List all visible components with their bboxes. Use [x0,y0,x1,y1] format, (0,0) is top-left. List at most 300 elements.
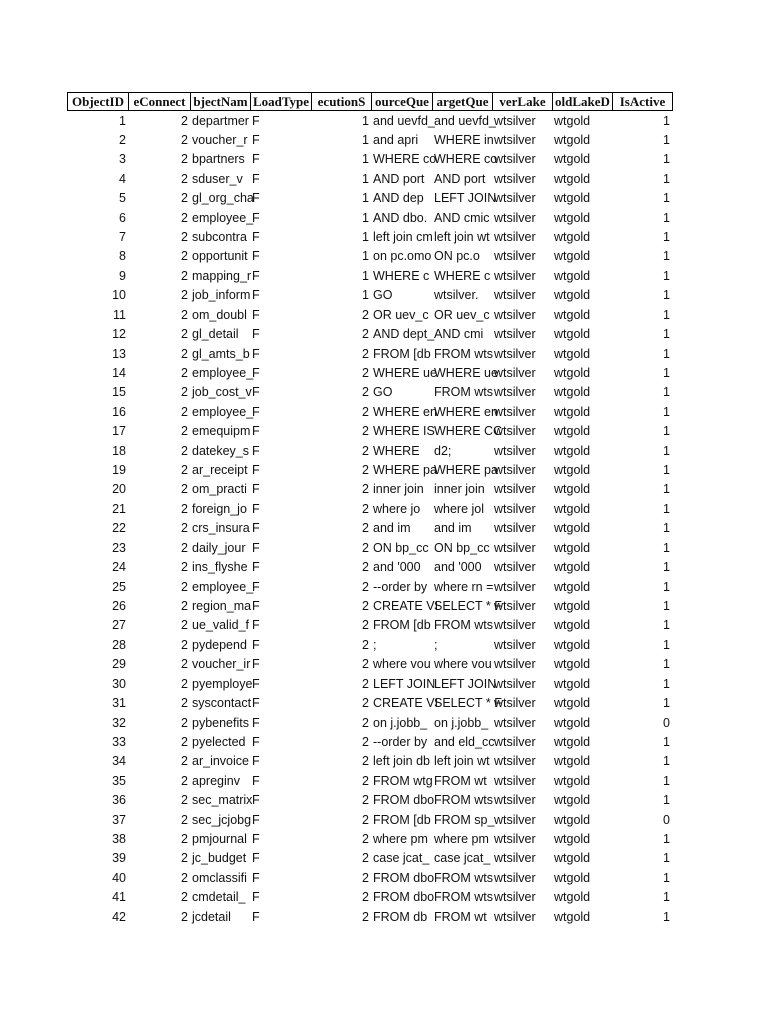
cell-connection-id: 2 [181,113,188,128]
cell-load-type: F [252,696,260,711]
cell-is-active: 1 [663,443,670,458]
cell-object-name: emequipm [192,424,251,439]
table-row [67,325,672,344]
cell-silver-lake: wtsilver [494,191,536,206]
cell-object-name: om_doubl [192,307,247,322]
cell-load-type: F [252,909,260,924]
cell-is-active: 1 [663,676,670,691]
cell-gold-lake: wtgold [554,288,591,303]
cell-load-type: F [252,424,260,439]
cell-gold-lake: wtgold [554,327,591,342]
cell-load-type: F [252,870,260,885]
cell-load-type: F [252,346,260,361]
cell-execution-seq: 2 [362,870,369,885]
table-row [67,675,672,694]
cell-is-active: 1 [663,521,670,536]
cell-source-query: FROM dbo [373,793,435,808]
cell-load-type: F [252,365,260,380]
cell-gold-lake: wtgold [554,191,591,206]
cell-target-query: ON pc.o [434,249,480,264]
cell-connection-id: 2 [181,424,188,439]
cell-load-type: F [252,443,260,458]
table-row [67,150,672,169]
cell-execution-seq: 1 [362,210,369,225]
table-row [67,247,672,266]
table-row [67,500,672,519]
cell-source-query: case jcat_ [373,851,430,866]
cell-silver-lake: wtsilver [494,637,536,652]
cell-gold-lake: wtgold [554,560,591,575]
cell-target-query: FROM wts [434,385,494,400]
cell-execution-seq: 2 [362,521,369,536]
cell-is-active: 1 [663,152,670,167]
cell-silver-lake: wtsilver [494,540,536,555]
cell-target-query: case jcat_ [434,851,491,866]
cell-target-query: WHERE co [434,152,498,167]
cell-gold-lake: wtgold [554,579,591,594]
cell-silver-lake: wtsilver [494,599,536,613]
cell-load-type: F [252,463,260,478]
cell-source-query: FROM dbo [373,890,435,905]
cell-object-name: employee_ [192,404,254,419]
cell-is-active: 1 [663,346,670,361]
cell-connection-id: 2 [181,676,188,691]
table-row [67,461,672,480]
cell-silver-lake: wtsilver [494,482,536,497]
cell-object-id: 7 [119,230,126,245]
cell-target-query: where vou [434,657,492,672]
cell-silver-lake: wtsilver [494,909,536,924]
cell-load-type: F [252,657,260,672]
cell-execution-seq: 2 [362,715,369,730]
cell-execution-seq: 2 [362,734,369,749]
cell-gold-lake: wtgold [554,152,591,167]
cell-load-type: F [252,268,260,283]
cell-object-id: 18 [112,443,126,458]
cell-is-active: 1 [663,793,670,808]
cell-is-active: 1 [663,268,670,283]
cell-object-name: pyelected [192,734,246,749]
cell-object-id: 42 [112,909,126,924]
cell-execution-seq: 2 [362,404,369,419]
cell-silver-lake: wtsilver [494,812,536,827]
cell-source-query: OR uev_c [373,307,429,322]
cell-gold-lake: wtgold [554,618,591,633]
cell-execution-seq: 2 [362,696,369,711]
table-row [67,189,672,208]
cell-execution-seq: 2 [362,560,369,575]
cell-target-query: AND cmi [434,327,484,342]
cell-object-name: ar_receipt [192,463,248,478]
cell-load-type: F [252,773,260,788]
cell-connection-id: 2 [181,288,188,303]
cell-execution-seq: 2 [362,909,369,924]
cell-load-type: F [252,404,260,419]
cell-execution-seq: 2 [362,385,369,400]
cell-connection-id: 2 [181,482,188,497]
cell-object-id: 39 [112,851,126,866]
cell-load-type: F [252,249,260,264]
cell-silver-lake: wtsilver [494,152,536,167]
cell-object-id: 30 [112,676,126,691]
cell-object-id: 1 [119,113,126,128]
cell-source-query: --order by [373,734,428,749]
cell-source-query: FROM db [373,909,428,924]
cell-is-active: 1 [663,249,670,264]
cell-source-query: AND dept_ [373,327,435,342]
cell-silver-lake: wtsilver [494,676,536,691]
cell-object-name: sec_jcjobg [192,812,252,827]
cell-silver-lake: wtsilver [494,424,536,439]
cell-object-id: 20 [112,482,126,497]
table-row [67,422,672,441]
cell-is-active: 1 [663,482,670,497]
cell-target-query: and eld_cc [434,734,495,749]
cell-gold-lake: wtgold [554,696,591,711]
cell-is-active: 1 [663,870,670,885]
cell-is-active: 1 [663,501,670,516]
cell-execution-seq: 2 [362,599,369,613]
cell-source-query: on j.jobb_ [373,715,428,730]
header-object-id: ObjectID [67,92,129,111]
cell-connection-id: 2 [181,307,188,322]
cell-execution-seq: 2 [362,851,369,866]
table-row [67,131,672,150]
cell-gold-lake: wtgold [554,521,591,536]
cell-object-name: pyemploye [192,676,253,691]
cell-target-query: AND cmic [434,210,490,225]
cell-target-query: and im [434,521,472,536]
cell-object-id: 2 [119,132,126,147]
cell-connection-id: 2 [181,618,188,633]
header-gold-lake: oldLakeD [552,92,613,111]
cell-load-type: F [252,832,260,847]
cell-gold-lake: wtgold [554,851,591,866]
cell-object-name: employee_ [192,365,254,380]
cell-object-id: 17 [112,424,126,439]
cell-gold-lake: wtgold [554,482,591,497]
cell-connection-id: 2 [181,171,188,186]
cell-is-active: 1 [663,327,670,342]
table-row [67,383,672,402]
cell-gold-lake: wtgold [554,754,591,769]
cell-target-query: d2; [434,443,452,458]
cell-target-query: SELECT * F [434,599,502,613]
cell-silver-lake: wtsilver [494,832,536,847]
cell-is-active: 1 [663,832,670,847]
cell-source-query: AND port [373,171,425,186]
cell-execution-seq: 1 [362,230,369,245]
cell-gold-lake: wtgold [554,171,591,186]
cell-target-query: and '000 [434,560,482,575]
cell-is-active: 1 [663,404,670,419]
cell-source-query: FROM wtg [373,773,433,788]
cell-connection-id: 2 [181,365,188,380]
cell-source-query: WHERE [373,443,420,458]
cell-source-query: where pm [373,832,428,847]
cell-connection-id: 2 [181,443,188,458]
cell-connection-id: 2 [181,832,188,847]
cell-load-type: F [252,579,260,594]
cell-object-name: omclassifi [192,870,247,885]
cell-target-query: LEFT JOIN [434,191,497,206]
table-row [67,558,672,577]
cell-silver-lake: wtsilver [494,657,536,672]
cell-load-type: F [252,191,260,206]
cell-object-id: 4 [119,171,126,186]
cell-target-query: WHERE en [434,404,498,419]
cell-execution-seq: 2 [362,424,369,439]
cell-source-query: LEFT JOIN [373,676,436,691]
cell-load-type: F [252,715,260,730]
cell-is-active: 1 [663,579,670,594]
cell-connection-id: 2 [181,327,188,342]
cell-source-query: ON bp_cc [373,540,429,555]
cell-source-query: left join cm [373,230,433,245]
cell-is-active: 1 [663,307,670,322]
cell-silver-lake: wtsilver [494,443,536,458]
cell-object-name: region_ma [192,599,252,613]
cell-object-name: employee_ [192,210,254,225]
cell-source-query: left join db [373,754,430,769]
cell-object-name: pydepend [192,637,247,652]
cell-connection-id: 2 [181,793,188,808]
table-row [67,578,672,597]
cell-execution-seq: 2 [362,463,369,478]
cell-execution-seq: 2 [362,327,369,342]
cell-target-query: FROM wts [434,618,494,633]
table-row [67,869,672,888]
cell-object-id: 25 [112,579,126,594]
cell-execution-seq: 1 [362,268,369,283]
cell-execution-seq: 2 [362,307,369,322]
cell-load-type: F [252,637,260,652]
cell-source-query: GO [373,385,393,400]
cell-gold-lake: wtgold [554,734,591,749]
table-row [67,306,672,325]
cell-connection-id: 2 [181,210,188,225]
cell-object-id: 38 [112,832,126,847]
cell-target-query: ON bp_cc [434,540,490,555]
cell-load-type: F [252,132,260,147]
cell-object-id: 19 [112,463,126,478]
cell-is-active: 0 [663,812,670,827]
table-row [67,286,672,305]
cell-load-type: F [252,560,260,575]
cell-load-type: F [252,288,260,303]
cell-connection-id: 2 [181,404,188,419]
cell-target-query: SELECT * F [434,696,502,711]
cell-target-query: LEFT JOIN [434,676,497,691]
cell-target-query: FROM wts [434,890,494,905]
cell-source-query: on pc.omo [373,249,432,264]
cell-is-active: 1 [663,851,670,866]
cell-silver-lake: wtsilver [494,501,536,516]
cell-load-type: F [252,734,260,749]
cell-load-type: F [252,676,260,691]
cell-connection-id: 2 [181,152,188,167]
cell-is-active: 1 [663,424,670,439]
cell-execution-seq: 2 [362,773,369,788]
table-row [67,849,672,868]
cell-silver-lake: wtsilver [494,268,536,283]
cell-gold-lake: wtgold [554,463,591,478]
cell-target-query: WHERE ue [434,365,498,380]
cell-object-id: 10 [112,288,126,303]
table-row [67,539,672,558]
cell-is-active: 1 [663,385,670,400]
cell-object-id: 8 [119,249,126,264]
cell-is-active: 1 [663,734,670,749]
table-row [67,811,672,830]
cell-gold-lake: wtgold [554,890,591,905]
cell-connection-id: 2 [181,560,188,575]
cell-silver-lake: wtsilver [494,132,536,147]
header-connection-id: eConnect [128,92,191,111]
cell-target-query: FROM wt [434,773,487,788]
cell-connection-id: 2 [181,909,188,924]
cell-target-query: FROM wts [434,793,494,808]
cell-object-id: 6 [119,210,126,225]
cell-execution-seq: 2 [362,676,369,691]
cell-connection-id: 2 [181,870,188,885]
cell-object-id: 3 [119,152,126,167]
cell-silver-lake: wtsilver [494,365,536,380]
cell-object-id: 34 [112,754,126,769]
cell-load-type: F [252,599,260,613]
cell-load-type: F [252,618,260,633]
cell-object-name: departmer [192,113,249,128]
cell-object-id: 16 [112,404,126,419]
cell-connection-id: 2 [181,715,188,730]
cell-execution-seq: 2 [362,579,369,594]
cell-is-active: 1 [663,365,670,380]
cell-object-name: foreign_jo [192,501,247,516]
cell-connection-id: 2 [181,657,188,672]
cell-object-id: 24 [112,560,126,575]
cell-silver-lake: wtsilver [494,288,536,303]
cell-execution-seq: 2 [362,443,369,458]
cell-source-query: FROM [db [373,812,431,827]
cell-is-active: 1 [663,599,670,613]
cell-target-query: FROM wt [434,909,487,924]
cell-silver-lake: wtsilver [494,734,536,749]
cell-load-type: F [252,210,260,225]
cell-target-query: on j.jobb_ [434,715,489,730]
cell-is-active: 0 [663,715,670,730]
cell-object-name: sduser_v [192,171,243,186]
cell-connection-id: 2 [181,132,188,147]
cell-object-id: 14 [112,365,126,380]
cell-connection-id: 2 [181,385,188,400]
cell-silver-lake: wtsilver [494,773,536,788]
cell-target-query: and uevfd_ [434,113,496,128]
cell-object-id: 11 [113,307,126,322]
cell-source-query: WHERE co [373,152,437,167]
cell-object-id: 37 [112,812,126,827]
cell-target-query: WHERE pa [434,463,498,478]
cell-execution-seq: 2 [362,890,369,905]
cell-source-query: WHERE en [373,404,437,419]
cell-gold-lake: wtgold [554,113,591,128]
cell-silver-lake: wtsilver [494,793,536,808]
cell-target-query: inner join [434,482,485,497]
cell-silver-lake: wtsilver [494,385,536,400]
cell-is-active: 1 [663,463,670,478]
cell-object-name: pybenefits [192,715,249,730]
cell-object-id: 35 [112,773,126,788]
cell-gold-lake: wtgold [554,385,591,400]
cell-execution-seq: 1 [362,288,369,303]
cell-gold-lake: wtgold [554,599,591,613]
cell-object-name: employee_ [192,579,254,594]
cell-execution-seq: 2 [362,812,369,827]
cell-is-active: 1 [663,210,670,225]
header-execution-seq: ecutionS [311,92,372,111]
cell-silver-lake: wtsilver [494,346,536,361]
cell-object-name: gl_org_cha [192,191,254,206]
cell-gold-lake: wtgold [554,210,591,225]
cell-gold-lake: wtgold [554,676,591,691]
cell-target-query: where jol [434,501,485,516]
cell-source-query: and '000 [373,560,421,575]
cell-is-active: 1 [663,132,670,147]
cell-is-active: 1 [663,230,670,245]
table-row [67,112,672,131]
table-row [67,597,672,616]
cell-gold-lake: wtgold [554,501,591,516]
cell-source-query: inner join [373,482,424,497]
cell-object-id: 12 [112,327,126,342]
cell-connection-id: 2 [181,754,188,769]
cell-source-query: FROM dbo [373,870,435,885]
cell-object-name: ue_valid_f [192,618,249,633]
cell-silver-lake: wtsilver [494,404,536,419]
cell-source-query: AND dep [373,191,424,206]
cell-gold-lake: wtgold [554,715,591,730]
cell-execution-seq: 2 [362,793,369,808]
cell-silver-lake: wtsilver [494,618,536,633]
cell-is-active: 1 [663,754,670,769]
cell-silver-lake: wtsilver [494,463,536,478]
cell-object-name: sec_matrix [192,793,253,808]
cell-target-query: AND port [434,171,486,186]
cell-object-name: opportunit [192,249,248,264]
cell-source-query: WHERE pa [373,463,437,478]
cell-gold-lake: wtgold [554,793,591,808]
table-row [67,791,672,810]
cell-execution-seq: 2 [362,832,369,847]
cell-connection-id: 2 [181,463,188,478]
cell-object-name: voucher_ir [192,657,251,672]
cell-is-active: 1 [663,637,670,652]
cell-object-id: 23 [112,540,126,555]
cell-silver-lake: wtsilver [494,521,536,536]
cell-source-query: and apri [373,132,419,147]
cell-connection-id: 2 [181,521,188,536]
cell-silver-lake: wtsilver [494,171,536,186]
cell-connection-id: 2 [181,890,188,905]
cell-load-type: F [252,327,260,342]
cell-silver-lake: wtsilver [494,327,536,342]
cell-object-name: pmjournal [192,832,247,847]
cell-object-name: om_practi [192,482,247,497]
cell-is-active: 1 [663,191,670,206]
cell-object-name: syscontact [192,696,252,711]
cell-source-query: WHERE ue [373,365,437,380]
table-row [67,228,672,247]
cell-source-query: AND dbo. [373,210,428,225]
